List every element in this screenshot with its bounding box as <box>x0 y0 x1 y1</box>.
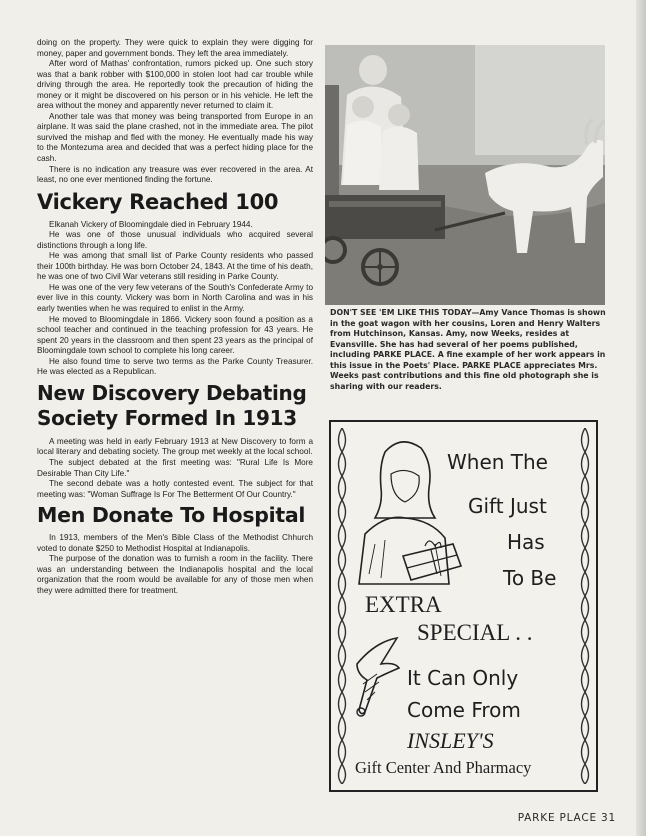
headline-vickery: Vickery Reached 100 <box>37 189 279 214</box>
paragraph: There is no indication any treasure was ever recovered in the area. At least, no one ever mentioned finding the fortune. <box>37 164 313 185</box>
article-debating-society <box>37 381 313 500</box>
paragraph: He also found time to serve two terms as the Parke County Treasurer. He was elected as a Republican. <box>37 356 313 377</box>
ad-line: To Be <box>503 566 557 590</box>
paragraph: He was one of those unusual individuals who acquired several distinctions through a long life. <box>37 230 313 250</box>
paragraph: A meeting was held in early February 1913 at New Discovery to form a local literary and debating society. The group met weekly at the local school. <box>37 436 313 457</box>
woman-with-gift-illustration <box>345 434 463 596</box>
paragraph: In 1913, members of the Men's Bible Class of the Methodist Chhurch voted to donate $250 to Methodist Hospital at Indianapolis. <box>37 533 313 553</box>
ad-line-extra: EXTRA <box>365 592 442 617</box>
ad-line: It Can Only <box>407 666 519 690</box>
ad-line: Come From <box>407 698 521 722</box>
article-hospital <box>37 503 313 596</box>
ad-tagline: Gift Center And Pharmacy <box>355 758 532 777</box>
paragraph: The subject debated at the first meeting was: "Rural Life Is More Desirable Than City Life." <box>37 457 313 478</box>
headline-line: New Discovery Debating <box>37 380 307 405</box>
headline-hospital: Men Donate To Hospital <box>37 503 306 528</box>
paragraph: Elkanah Vickery of Bloomingdale died in February 1944. <box>49 219 253 229</box>
paragraph: He was among that small list of Parke County residents who passed their 100th birthday. He was born October 24, 1843. At the time of his death, he was one of two Civil War veterans still residing in Parke County. <box>37 251 313 282</box>
headline-line: Society Formed In 1913 <box>37 405 297 430</box>
bird-emblem-icon <box>351 634 401 720</box>
paragraph: Another tale was that money was being transported from Europe in an airplane. It was said the plane crashed, not in the immediate area. The pilot survived the mishap and fled with the money. He eventually made his way to the Montezuma area and decided that was a perfect hiding place for the cash. <box>37 111 313 164</box>
paragraph: doing on the property. They were quick to explain they were digging for money, paper and government bonds. They left the area immediately. <box>37 38 313 58</box>
headline-debating-society <box>37 381 313 431</box>
article-treasure <box>37 38 313 186</box>
ad-business-name: INSLEY'S <box>407 728 494 753</box>
paragraph: He moved to Bloomingdale in 1866. Vickery soon found a position as a school teacher and continued in the teaching profession for 43 years. He spent 20 years in the classroom and then spent 23 years as the principal of Bloomingdale town school to complete his long career. <box>37 314 313 356</box>
ad-line-special: SPECIAL . . <box>417 620 533 645</box>
photo-illustration <box>325 45 605 305</box>
paragraph: The second debate was a hotly contested event. The subject for that meeting was: "Woman Suffrage Is For The Betterment Of Our Country." <box>37 479 313 499</box>
ad-line: Gift Just <box>468 494 547 518</box>
insleys-advertisement <box>329 420 598 792</box>
left-column <box>37 38 313 596</box>
photo-caption: DON'T SEE 'EM LIKE THIS TODAY—Amy Vance Thomas is shown in the goat wagon with her cousins, Loren and Henry Walters from Hutchinson, Kansas. Amy, now Weeks, resides at Evansville. She has had several of her poems published, including PARKE PLACE. A fine example of her work appears in this issue in the Poets' Place. PARKE PLACE appreciates Mrs. Weeks past contributions and this fine old photograph she is sharing with our readers. <box>330 308 606 391</box>
paragraph: The purpose of the donation was to furnish a room in the facility. There was an understanding between the Indianapolis hospital and the local organization that the room would be available for any of those men when they were admitted there for treatment. <box>37 554 313 595</box>
decorative-border-right <box>578 428 592 784</box>
ad-line: When The <box>447 450 548 474</box>
goat-wagon-photo <box>325 45 605 305</box>
paragraph: After word of Mathas' confrontation, rumors picked up. One such story was that a bank robber with $100,000 in stolen loot had car trouble while driving through the area. He reportedly took the precaution of hiding the money or it might be discovered on his person or in his vehicle. He left the area without the money and apparently never returned to claim it. <box>37 59 313 111</box>
article-vickery <box>37 190 313 378</box>
page-edge <box>636 0 646 836</box>
paragraph: He was one of the very few veterans of the South's Confederate Army to ever live in this county. Vickery was born in North Carolina and was in his early twenties when he was required to enlist in the Army. <box>37 282 313 314</box>
page-footer: PARKE PLACE 31 <box>517 812 616 824</box>
ad-line: Has <box>507 530 545 554</box>
